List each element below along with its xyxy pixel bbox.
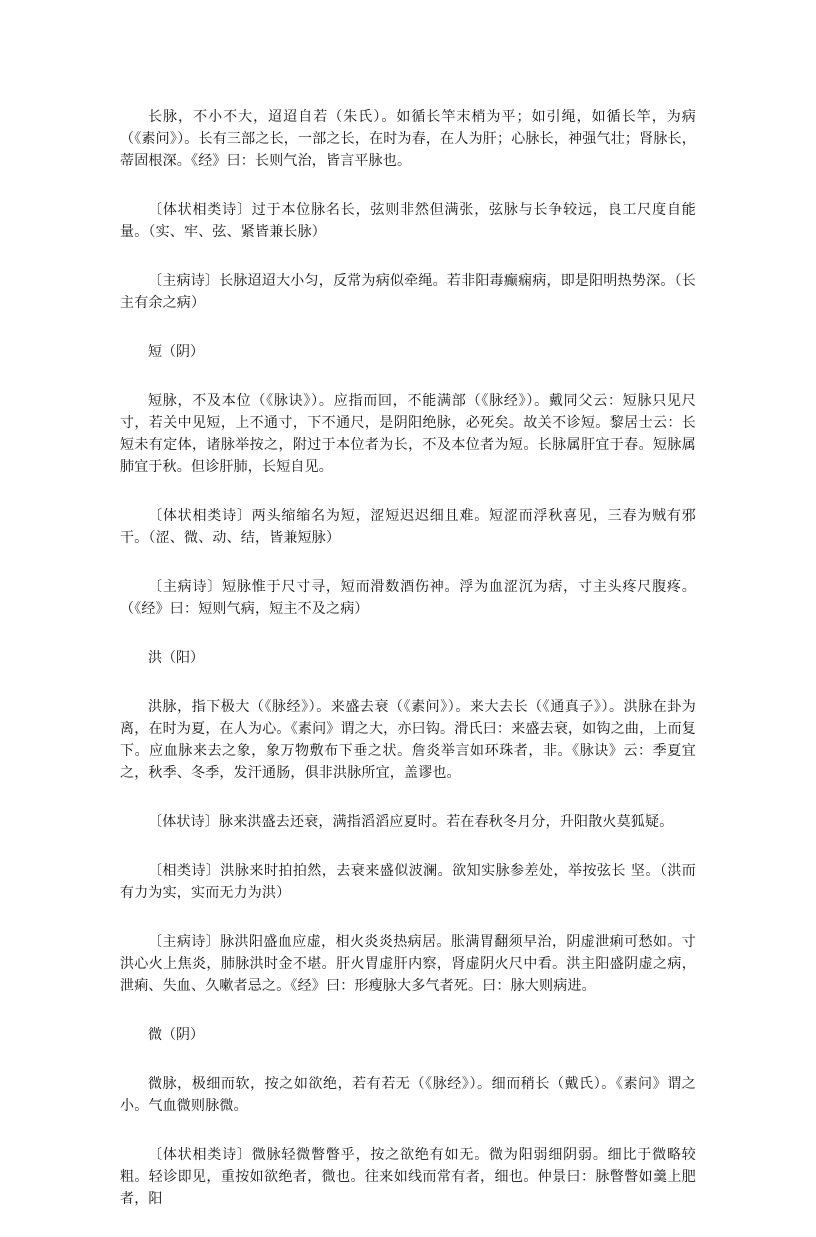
paragraph-surging-pulse-form-poem: 〔体状诗〕脉来洪盛去还衰，满指滔滔应夏时。若在春秋冬月分，升阳散火莫狐疑。 <box>148 814 674 830</box>
paragraph-long-pulse-definition: 长脉，不小不大，迢迢自若（朱氏）。如循长竿末梢为平；如引绳，如循长竿，为病（《素问》）。长有三部之长，一部之长，在时为春，在人为肝；心脉长，神强气壮；肾脉长，蒂固根深。《经》曰：长则气治，皆言平脉也。 <box>120 109 696 169</box>
paragraph-short-pulse-definition: 短脉，不及本位（《脉诀》）。应指而回，不能满部（《脉经》）。戴同父云：短脉只见尺寸，若关中见短，上不通寸，下不通尺，是阴阳绝脉，必死矣。故关不诊短。黎居士云：长短未有定体，诸脉举按之，附过于本位者为长，不及本位者为短。长脉属肝宜于春。短脉属肺宜于秋。但诊肝肺，长短自见。 <box>120 393 696 475</box>
paragraph-long-pulse-disease-poem: 〔主病诗〕长脉迢迢大小匀，反常为病似牵绳。若非阳毒癫痫病，即是阳明热势深。（长主有余之病） <box>120 273 696 311</box>
section-heading-faint-pulse: 微（阴） <box>148 1027 204 1043</box>
paragraph-surging-pulse-definition: 洪脉，指下极大（《脉经》）。来盛去衰（《素问》）。来大去长（《通真子》）。洪脉在卦为离，在时为夏，在人为心。《素问》谓之大，亦曰钩。滑氏曰：来盛去衰，如钩之曲，上而复下。应血脉来去之象，象万物敷布下垂之状。詹炎举言如环珠者，非。《脉诀》云：季夏宜之，秋季、冬季，发汗通肠，俱非洪脉所宜，盖谬也。 <box>120 699 696 781</box>
paragraph-faint-pulse-definition: 微脉，极细而软，按之如欲绝，若有若无（《脉经》）。细而稍长（戴氏）。《素问》谓之小。气血微则脉微。 <box>120 1076 696 1114</box>
paragraph-surging-pulse-disease-poem: 〔主病诗〕脉洪阳盛血应虚，相火炎炎热病居。胀满胃翻须早治，阴虚泄痢可愁如。寸洪心火上焦炎，肺脉洪时金不堪。肝火胃虚肝内察，肾虚阴火尺中看。洪主阳盛阴虚之病，泄痢、失血、久嗽者忌之。《经》曰：形瘦脉大多气者死。曰：脉大则病进。 <box>120 934 696 994</box>
section-heading-surging-pulse: 洪（阳） <box>148 650 204 666</box>
section-heading-short-pulse: 短（阴） <box>148 344 204 360</box>
document-page <box>120 106 696 1237</box>
paragraph-short-pulse-disease-poem: 〔主病诗〕短脉惟于尺寸寻，短而滑数酒伤神。浮为血涩沉为痞，寸主头疼尺腹疼。（《经》曰：短则气病，短主不及之病） <box>120 579 696 617</box>
paragraph-surging-pulse-similar-poem: 〔相类诗〕洪脉来时拍拍然，去衰来盛似波澜。欲知实脉参差处，举按弦长 坚。（洪而有力为实，实而无力为洪） <box>120 863 696 901</box>
paragraph-faint-pulse-form-poem: 〔体状相类诗〕微脉轻微瞥瞥乎，按之欲绝有如无。微为阳弱细阴弱。细比于微略较粗。轻诊即见，重按如欲绝者，微也。往来如线而常有者，细也。仲景曰：脉瞥瞥如羹上肥者，阳 <box>120 1147 696 1207</box>
paragraph-long-pulse-form-poem: 〔体状相类诗〕过于本位脉名长，弦则非然但满张，弦脉与长争较远，良工尺度自能量。（实、牢、弦、紧皆兼长脉） <box>120 202 696 240</box>
paragraph-short-pulse-form-poem: 〔体状相类诗〕两头缩缩名为短，涩短迟迟细且难。短涩而浮秋喜见，三春为贼有邪干。（涩、微、动、结，皆兼短脉） <box>120 508 696 546</box>
